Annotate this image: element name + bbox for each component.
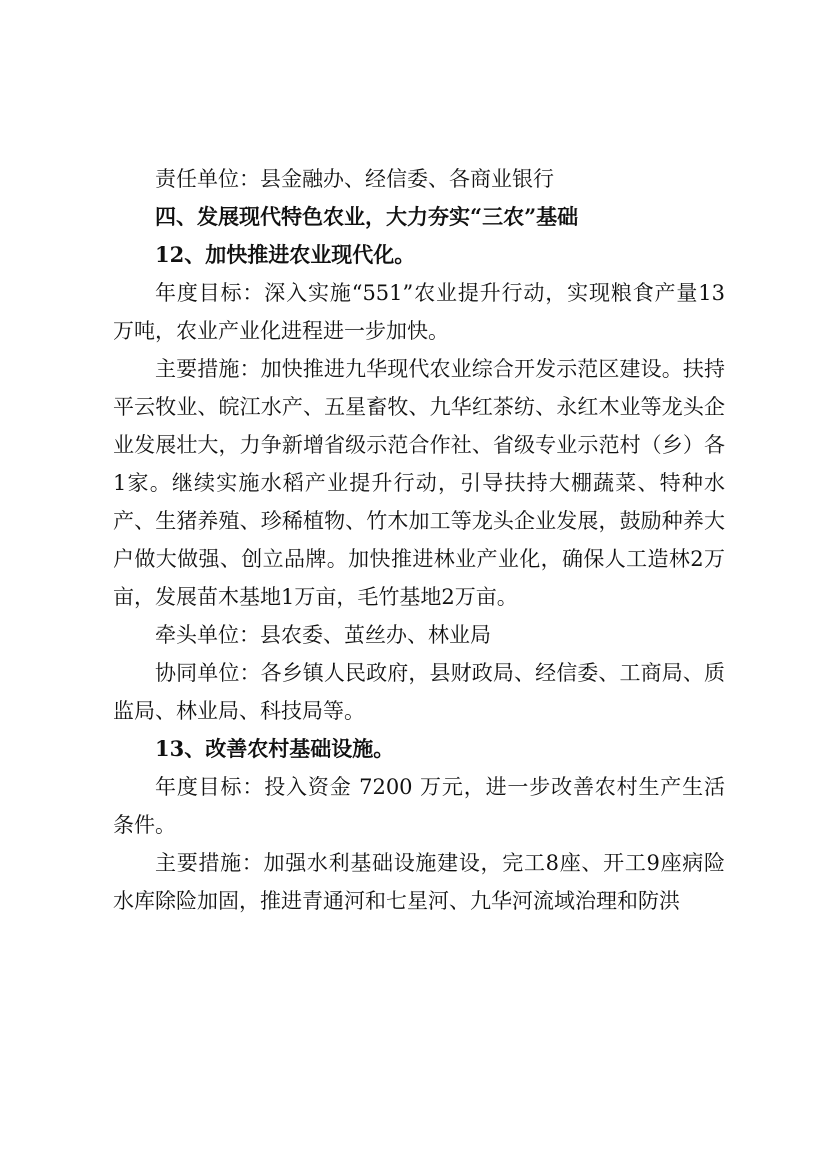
paragraph-annual-target-12: 年度目标：深入实施“551”农业提升行动，实现粮食产量13万吨，农业产业化进程进一步加快。 xyxy=(113,281,725,343)
section-heading-4: 四、发展现代特色农业，大力夯实“三农”基础 xyxy=(155,204,579,229)
paragraph-main-measures-12: 主要措施：加快推进九华现代农业综合开发示范区建设。扶持平云牧业、皖江水产、五星畜牧、九华红茶纺、永红木业等龙头企业发展壮大，力争新增省级示范合作社、省级专业示范村（乡）各1家。继续实施水稻产业提升行动，引导扶持大棚蔬菜、特种水产、生猪养殖、珍稀植物、竹木加工等龙头企业发展，鼓励种养大户做大做强、创立品牌。加快推进林业产业化，确保人工造林2万亩，发展苗木基地1万亩，毛竹基地2万亩。 xyxy=(113,357,725,609)
item-heading-13: 13、改善农村基础设施。 xyxy=(155,736,395,761)
paragraph-lead-unit-12: 牵头单位：县农委、茧丝办、林业局 xyxy=(155,623,491,647)
item-heading-12: 12、加快推进农业现代化。 xyxy=(155,242,416,267)
paragraph-annual-target-13: 年度目标：投入资金 7200 万元，进一步改善农村生产生活条件。 xyxy=(113,775,725,837)
document-body xyxy=(113,160,725,920)
paragraph-cooperating-units-12: 协同单位：各乡镇人民政府，县财政局、经信委、工商局、质监局、林业局、科技局等。 xyxy=(113,661,725,723)
paragraph-main-measures-13: 主要措施：加强水利基础设施建设，完工8座、开工9座病险水库除险加固，推进青通河和七星河、九华河流域治理和防洪 xyxy=(113,851,725,913)
paragraph-responsible-unit: 责任单位：县金融办、经信委、各商业银行 xyxy=(155,167,554,191)
